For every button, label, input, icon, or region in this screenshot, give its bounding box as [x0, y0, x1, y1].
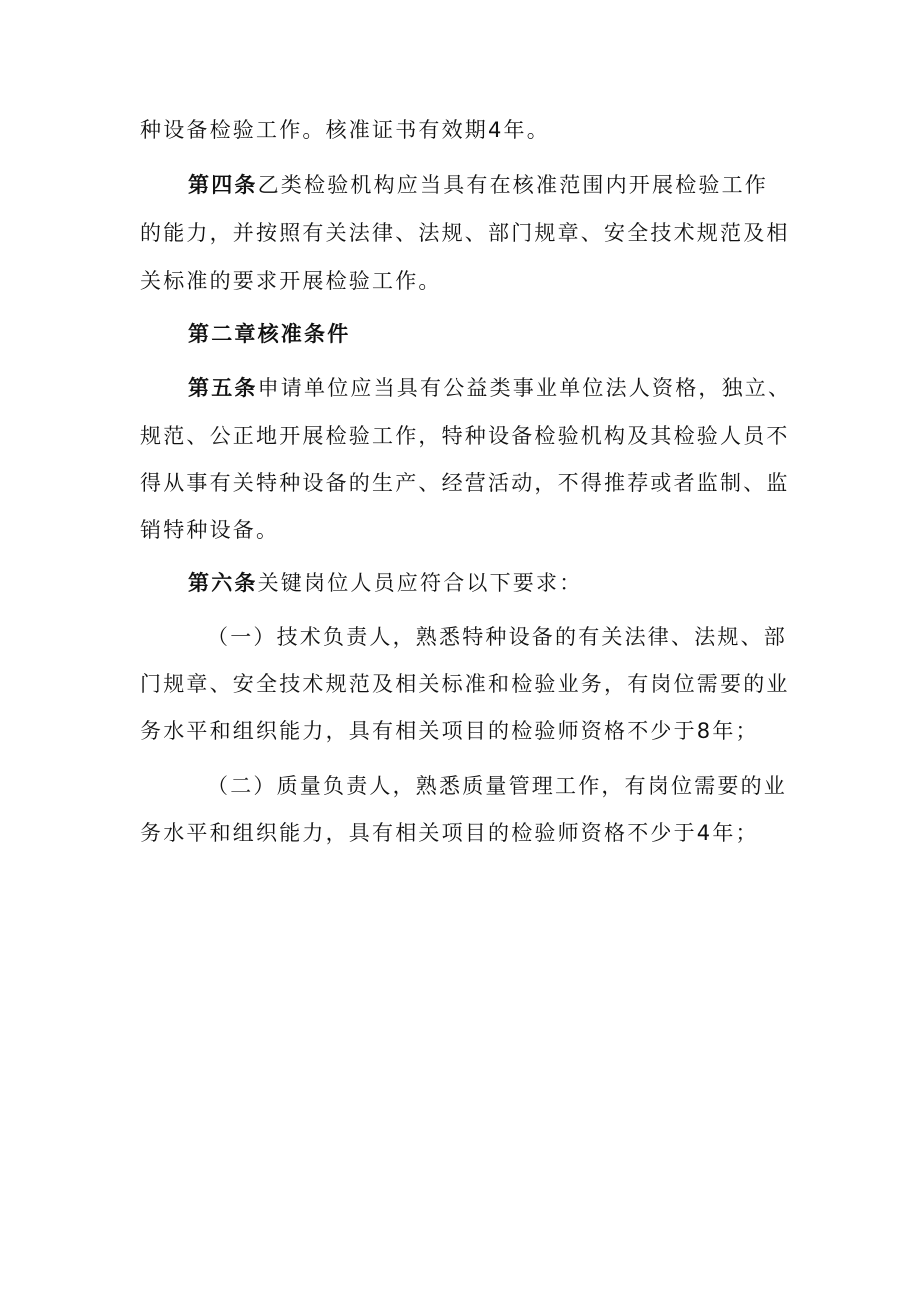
paragraph-line: 销特种设备。 [140, 518, 280, 542]
article-4-text: 乙类检验机构应当具有在核准范围内开展检验工作 [257, 173, 769, 197]
item-2-line: （二）质量负责人，熟悉质量管理工作，有岗位需要的业 [207, 774, 787, 798]
article-4-line [188, 171, 768, 199]
item-1-line: （一）技术负责人，熟悉特种设备的有关法律、法规、部 [207, 625, 787, 649]
paragraph-line: 种设备检验工作。核准证书有效期4年。 [140, 118, 550, 142]
article-5-line [188, 374, 791, 402]
chapter-2-heading: 第二章核准条件 [188, 322, 351, 346]
article-6-label: 第六条 [188, 571, 258, 595]
article-5-label: 第五条 [188, 376, 258, 400]
paragraph-line: 务水平和组织能力，具有相关项目的检验师资格不少于8年； [140, 719, 759, 743]
article-4-label: 第四条 [188, 173, 258, 197]
paragraph-line: 关标准的要求开展检验工作。 [140, 269, 442, 293]
paragraph-line: 得从事有关特种设备的生产、经营活动，不得推荐或者监制、监 [140, 471, 790, 495]
article-6-line [188, 569, 582, 597]
paragraph-line: 务水平和组织能力，具有相关项目的检验师资格不少于4年； [140, 821, 759, 845]
paragraph-line: 规范、公正地开展检验工作，特种设备检验机构及其检验人员不 [140, 424, 790, 448]
paragraph-line: 的能力，并按照有关法律、法规、部门规章、安全技术规范及相 [140, 221, 790, 245]
article-5-text: 申请单位应当具有公益类事业单位法人资格，独立、 [257, 376, 792, 400]
article-6-text: 关键岗位人员应符合以下要求： [257, 571, 583, 595]
paragraph-line: 门规章、安全技术规范及相关标准和检验业务，有岗位需要的业 [140, 672, 790, 696]
